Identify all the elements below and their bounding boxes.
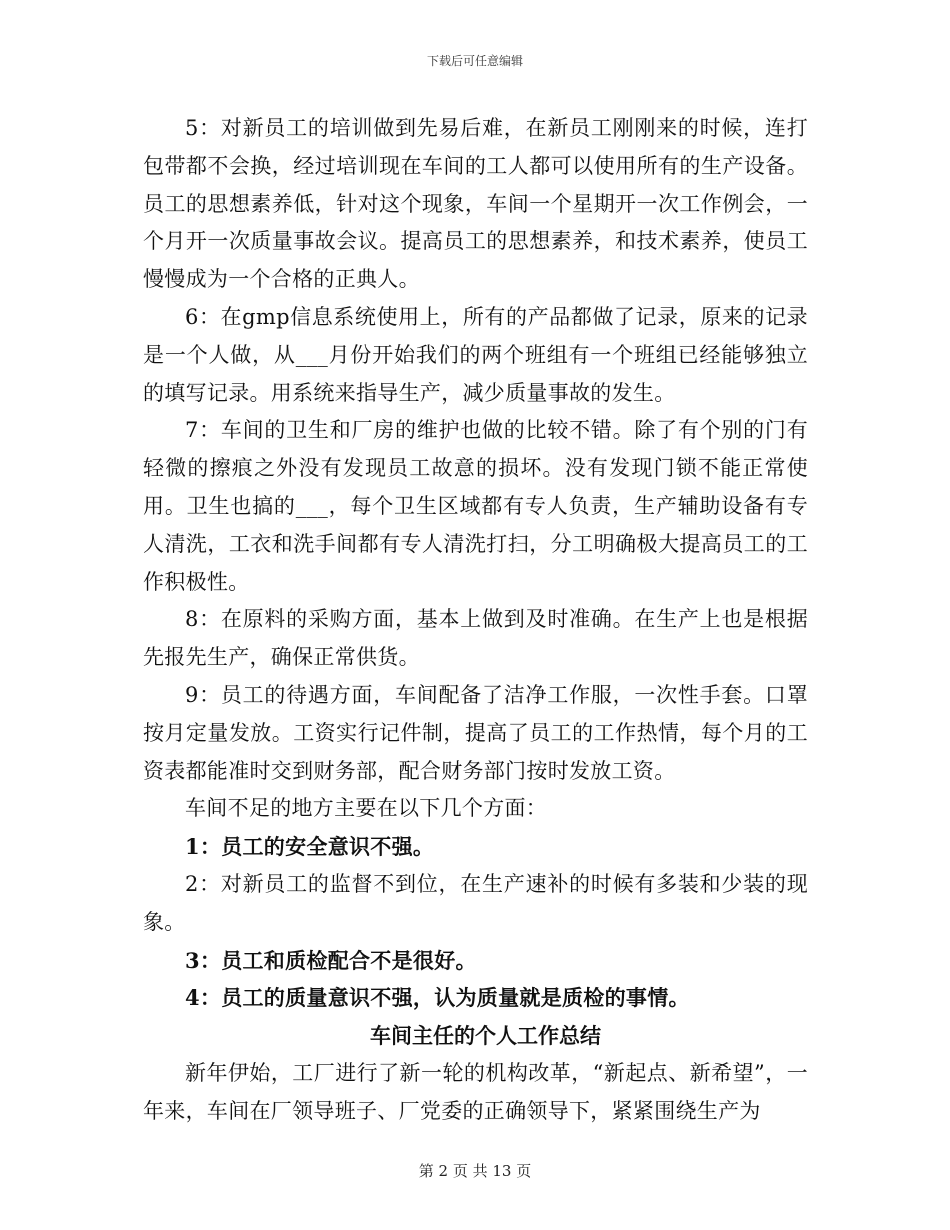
shortcomings-intro: 车间不足的地方主要在以下几个方面： [185,796,548,821]
paragraph-item-6: 6：在gmp信息系统使用上，所有的产品都做了记录，原来的记录是一个人做，从___月份开始我们的两个班组有一个班组已经能够独立的填写记录。用系统来指导生产，减少质量事故的发生。 [143,304,808,405]
paragraph-item-8: 8：在原料的采购方面，基本上做到及时准确。在生产上也是根据先报先生产，确保正常供货。 [143,607,808,670]
shortcoming-item-4: 4：员工的质量意识不强，认为质量就是质检的事情。 [185,985,690,1011]
paragraph-item-5: 5：对新员工的培训做到先易后难，在新员工刚刚来的时候，连打包带都不会换，经过培训现在车间的工人都可以使用所有的生产设备。员工的思想素养低，针对这个现象，车间一个星期开一次工作例会，一个月开一次质量事故会议。提高员工的思想素养，和技术素养，使员工慢慢成为一个合格的正典人。 [143,116,808,292]
page-header: 下载后可任意编辑 [426,54,523,68]
paragraph-item-7: 7：车间的卫生和厂房的维护也做的比较不错。除了有个别的门有轻微的擦痕之外没有发现员工故意的损坏。没有发现门锁不能正常使用。卫生也搞的___，每个卫生区域都有专人负责，生产辅助设备有专人清洗，工衣和洗手间都有专人清洗打扫，分工明确极大提高员工的工作积极性。 [143,418,808,594]
shortcoming-item-2: 2：对新员工的监督不到位，在生产速补的时候有多装和少装的现象。 [143,871,808,934]
section-title: 车间主任的个人工作总结 [370,1023,601,1049]
shortcoming-item-1: 1：员工的安全意识不强。 [185,834,435,860]
intro-paragraph: 新年伊始，工厂进行了新一轮的机构改革，“新起点、新希望”，一年来，车间在厂领导班子、厂党委的正确领导下，紧紧围绕生产为 [143,1060,808,1123]
shortcoming-item-3: 3：员工和质检配合不是很好。 [185,947,477,973]
document-body [143,110,808,1131]
paragraph-item-9: 9：员工的待遇方面，车间配备了洁净工作服，一次性手套。口罩按月定量发放。工资实行记件制，提高了员工的工作热情，每个月的工资表都能准时交到财务部，配合财务部门按时发放工资。 [143,682,808,783]
page-footer: 第 2 页 共 13 页 [418,1162,532,1180]
